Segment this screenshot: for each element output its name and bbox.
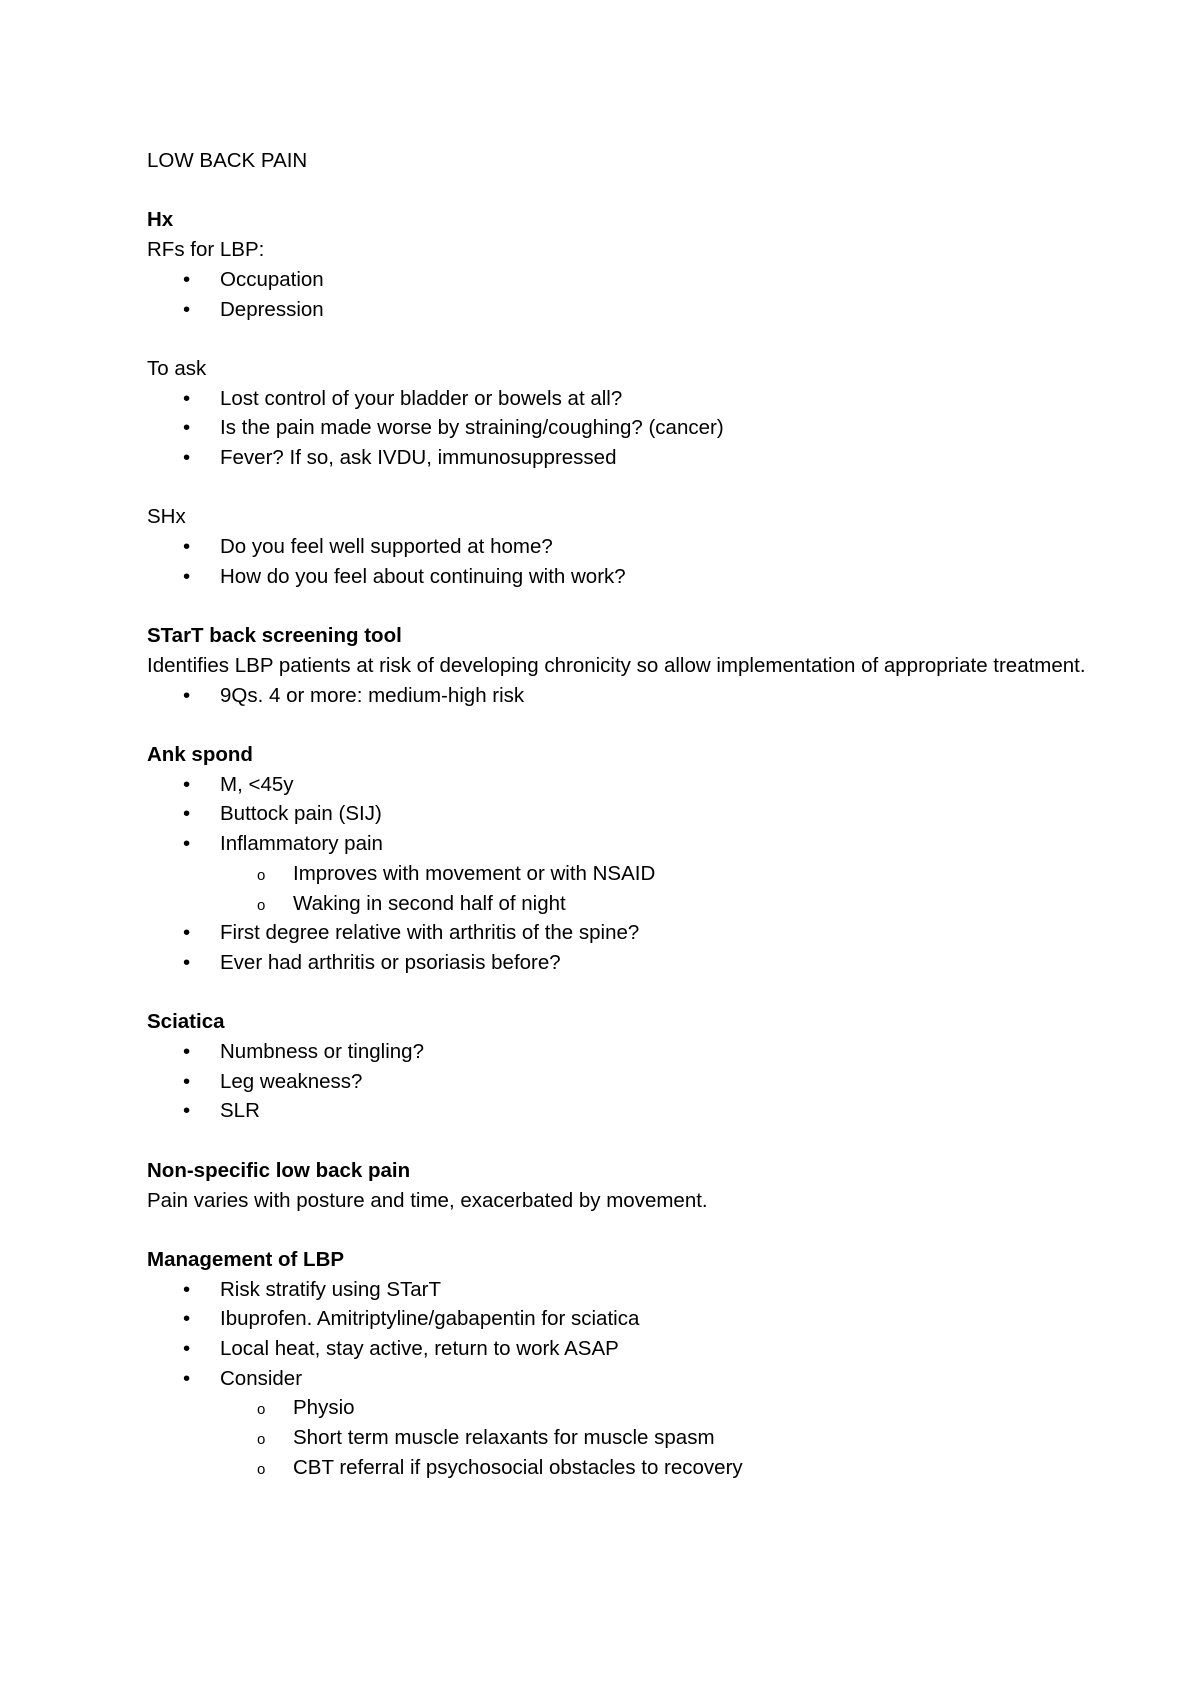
- list-item: • SLR: [147, 1096, 1107, 1126]
- start-tool-heading: STarT back screening tool: [147, 624, 402, 648]
- list-item: • 9Qs. 4 or more: medium-high risk: [147, 681, 1107, 711]
- sub-list-item: o Short term muscle relaxants for muscle spasm: [147, 1423, 1107, 1453]
- document-page: [147, 146, 1107, 1483]
- list-item: • Local heat, stay active, return to work ASAP: [147, 1334, 1107, 1364]
- to-ask-heading: To ask: [147, 356, 207, 380]
- list-item: • Fever? If so, ask IVDU, immunosuppressed: [147, 443, 1107, 473]
- list-item: • Is the pain made worse by straining/coughing? (cancer): [147, 413, 1107, 443]
- list-item: • Lost control of your bladder or bowels at all?: [147, 384, 1107, 414]
- sub-list-item: o Improves with movement or with NSAID: [147, 859, 1107, 889]
- sub-list-item: o Physio: [147, 1393, 1107, 1423]
- list-item: • Ibuprofen. Amitriptyline/gabapentin for sciatica: [147, 1304, 1107, 1334]
- sciatica-heading: Sciatica: [147, 1010, 225, 1034]
- list-item: • Risk stratify using STarT: [147, 1275, 1107, 1305]
- sub-list-item: o CBT referral if psychosocial obstacles to recovery: [147, 1453, 1107, 1483]
- list-item: • Do you feel well supported at home?: [147, 532, 1107, 562]
- list-item: • Occupation: [147, 265, 1107, 295]
- document-title: LOW BACK PAIN: [147, 149, 308, 172]
- rfs-label: RFs for LBP:: [147, 238, 265, 262]
- list-item: • Consider: [147, 1364, 1107, 1394]
- shx-heading: SHx: [147, 505, 186, 529]
- list-item: • M, <45y: [147, 770, 1107, 800]
- list-item: • How do you feel about continuing with work?: [147, 562, 1107, 592]
- list-item: • Leg weakness?: [147, 1067, 1107, 1097]
- list-item: • Inflammatory pain: [147, 829, 1107, 859]
- nonspecific-description: Pain varies with posture and time, exacerbated by movement.: [147, 1188, 708, 1212]
- management-heading: Management of LBP: [147, 1247, 345, 1271]
- list-item: • Ever had arthritis or psoriasis before?: [147, 948, 1107, 978]
- sub-list-item: o Waking in second half of night: [147, 889, 1107, 919]
- nonspecific-heading: Non-specific low back pain: [147, 1158, 411, 1182]
- list-item: • First degree relative with arthritis of the spine?: [147, 918, 1107, 948]
- list-item: • Numbness or tingling?: [147, 1037, 1107, 1067]
- list-item: • Buttock pain (SIJ): [147, 799, 1107, 829]
- hx-heading: Hx: [147, 208, 174, 232]
- start-tool-description: Identifies LBP patients at risk of developing chronicity so allow implementation of appropriate treatment.: [147, 653, 1086, 677]
- ank-spond-heading: Ank spond: [147, 742, 253, 766]
- list-item: • Depression: [147, 295, 1107, 325]
